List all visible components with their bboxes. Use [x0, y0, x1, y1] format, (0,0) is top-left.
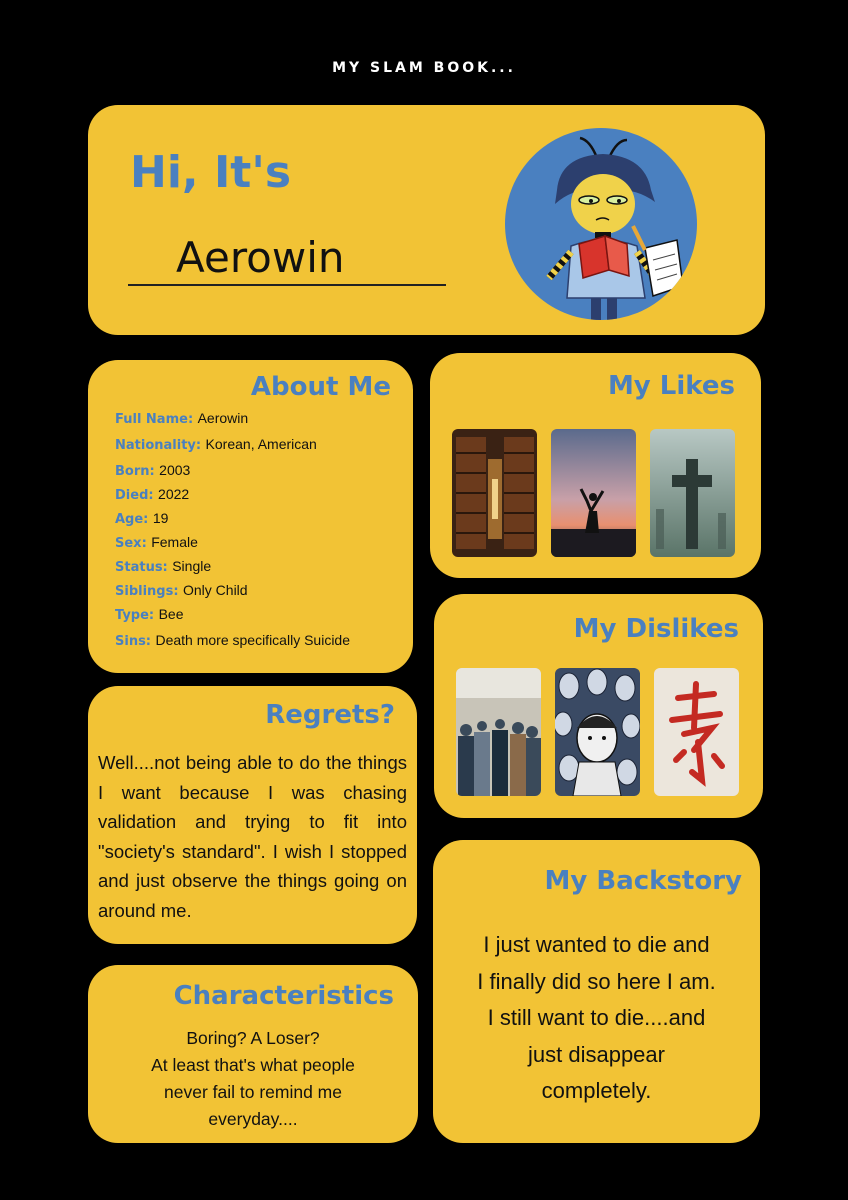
- fact-label: Type:: [115, 608, 155, 623]
- fact-value: Aerowin: [197, 410, 249, 426]
- fact-value: Only Child: [183, 582, 248, 598]
- fact-siblings: [115, 582, 248, 599]
- backstory-card: [433, 840, 760, 1143]
- fact-sins: [115, 632, 350, 649]
- fact-type: [115, 606, 184, 623]
- greeting-heading: Hi, It's: [130, 147, 292, 198]
- fact-label: Sex:: [115, 536, 147, 551]
- faces-illustration: [555, 668, 640, 796]
- library-photo: [452, 429, 537, 557]
- backstory-line: I finally did so here I am.: [477, 968, 716, 994]
- backstory-heading: My Backstory: [544, 866, 742, 896]
- backstory-line: I still want to die....and: [487, 1005, 706, 1030]
- regrets-text: Well....not being able to do the things I want because I was chasing validation and trying to fit into "society's standard". I wish I stopped and just observe the things going on around me.: [98, 752, 407, 921]
- fact-value: 2022: [158, 486, 190, 502]
- characteristics-line: never fail to remind me: [164, 1082, 342, 1102]
- characteristics-text: [103, 1025, 403, 1133]
- fact-label: Sins:: [115, 634, 152, 649]
- characteristics-heading: Characteristics: [173, 981, 394, 1011]
- fact-value: Death more specifically Suicide: [155, 632, 350, 648]
- likes-card: [430, 353, 761, 578]
- characteristics-line: At least that's what people: [151, 1055, 355, 1075]
- fact-value: Korean, American: [205, 436, 317, 452]
- page-title: MY SLAM BOOK...: [332, 60, 516, 76]
- regrets-card: [88, 686, 417, 944]
- fact-label: Siblings:: [115, 584, 179, 599]
- backstory-text: [441, 927, 752, 1110]
- fact-value: Female: [151, 534, 198, 550]
- dislikes-heading: My Dislikes: [573, 614, 739, 644]
- backstory-line: just disappear: [528, 1041, 665, 1067]
- fact-label: Born:: [115, 464, 155, 479]
- fact-sex: [115, 534, 198, 551]
- fact-label: Age:: [115, 512, 149, 527]
- fact-died: [115, 486, 189, 503]
- about-me-heading: About Me: [250, 372, 391, 402]
- fact-label: Status:: [115, 560, 168, 575]
- fact-label: Nationality:: [115, 438, 202, 453]
- fact-value: Bee: [158, 606, 184, 622]
- dislikes-card: [434, 594, 763, 818]
- avatar: [505, 128, 697, 320]
- characteristics-card: [88, 965, 418, 1143]
- fact-value: 19: [152, 510, 169, 526]
- fact-value: Single: [172, 558, 212, 574]
- backstory-line: completely.: [541, 1078, 652, 1103]
- red-calligraphy-art: [654, 668, 739, 796]
- fact-age: [115, 510, 168, 527]
- fact-value: 2003: [159, 462, 191, 478]
- name-underline: [128, 284, 446, 286]
- crowded-hallway-photo: [456, 668, 541, 796]
- regrets-heading: Regrets?: [265, 700, 395, 730]
- fact-label: Full Name:: [115, 412, 194, 427]
- characteristics-line: everyday....: [208, 1109, 298, 1129]
- fact-label: Died:: [115, 488, 154, 503]
- fact-status: [115, 558, 211, 575]
- intro-card: [88, 105, 765, 335]
- sunset-photo: [551, 429, 636, 557]
- backstory-line: I just wanted to die and: [483, 932, 710, 957]
- fact-born: [115, 462, 190, 479]
- fact-nationality: [115, 436, 317, 453]
- likes-heading: My Likes: [607, 371, 735, 401]
- graveyard-cross-photo: [650, 429, 735, 557]
- fact-full-name: [115, 410, 248, 427]
- hero-name: Aerowin: [176, 233, 345, 282]
- about-me-card: [88, 360, 413, 673]
- characteristics-line: Boring? A Loser?: [186, 1028, 320, 1048]
